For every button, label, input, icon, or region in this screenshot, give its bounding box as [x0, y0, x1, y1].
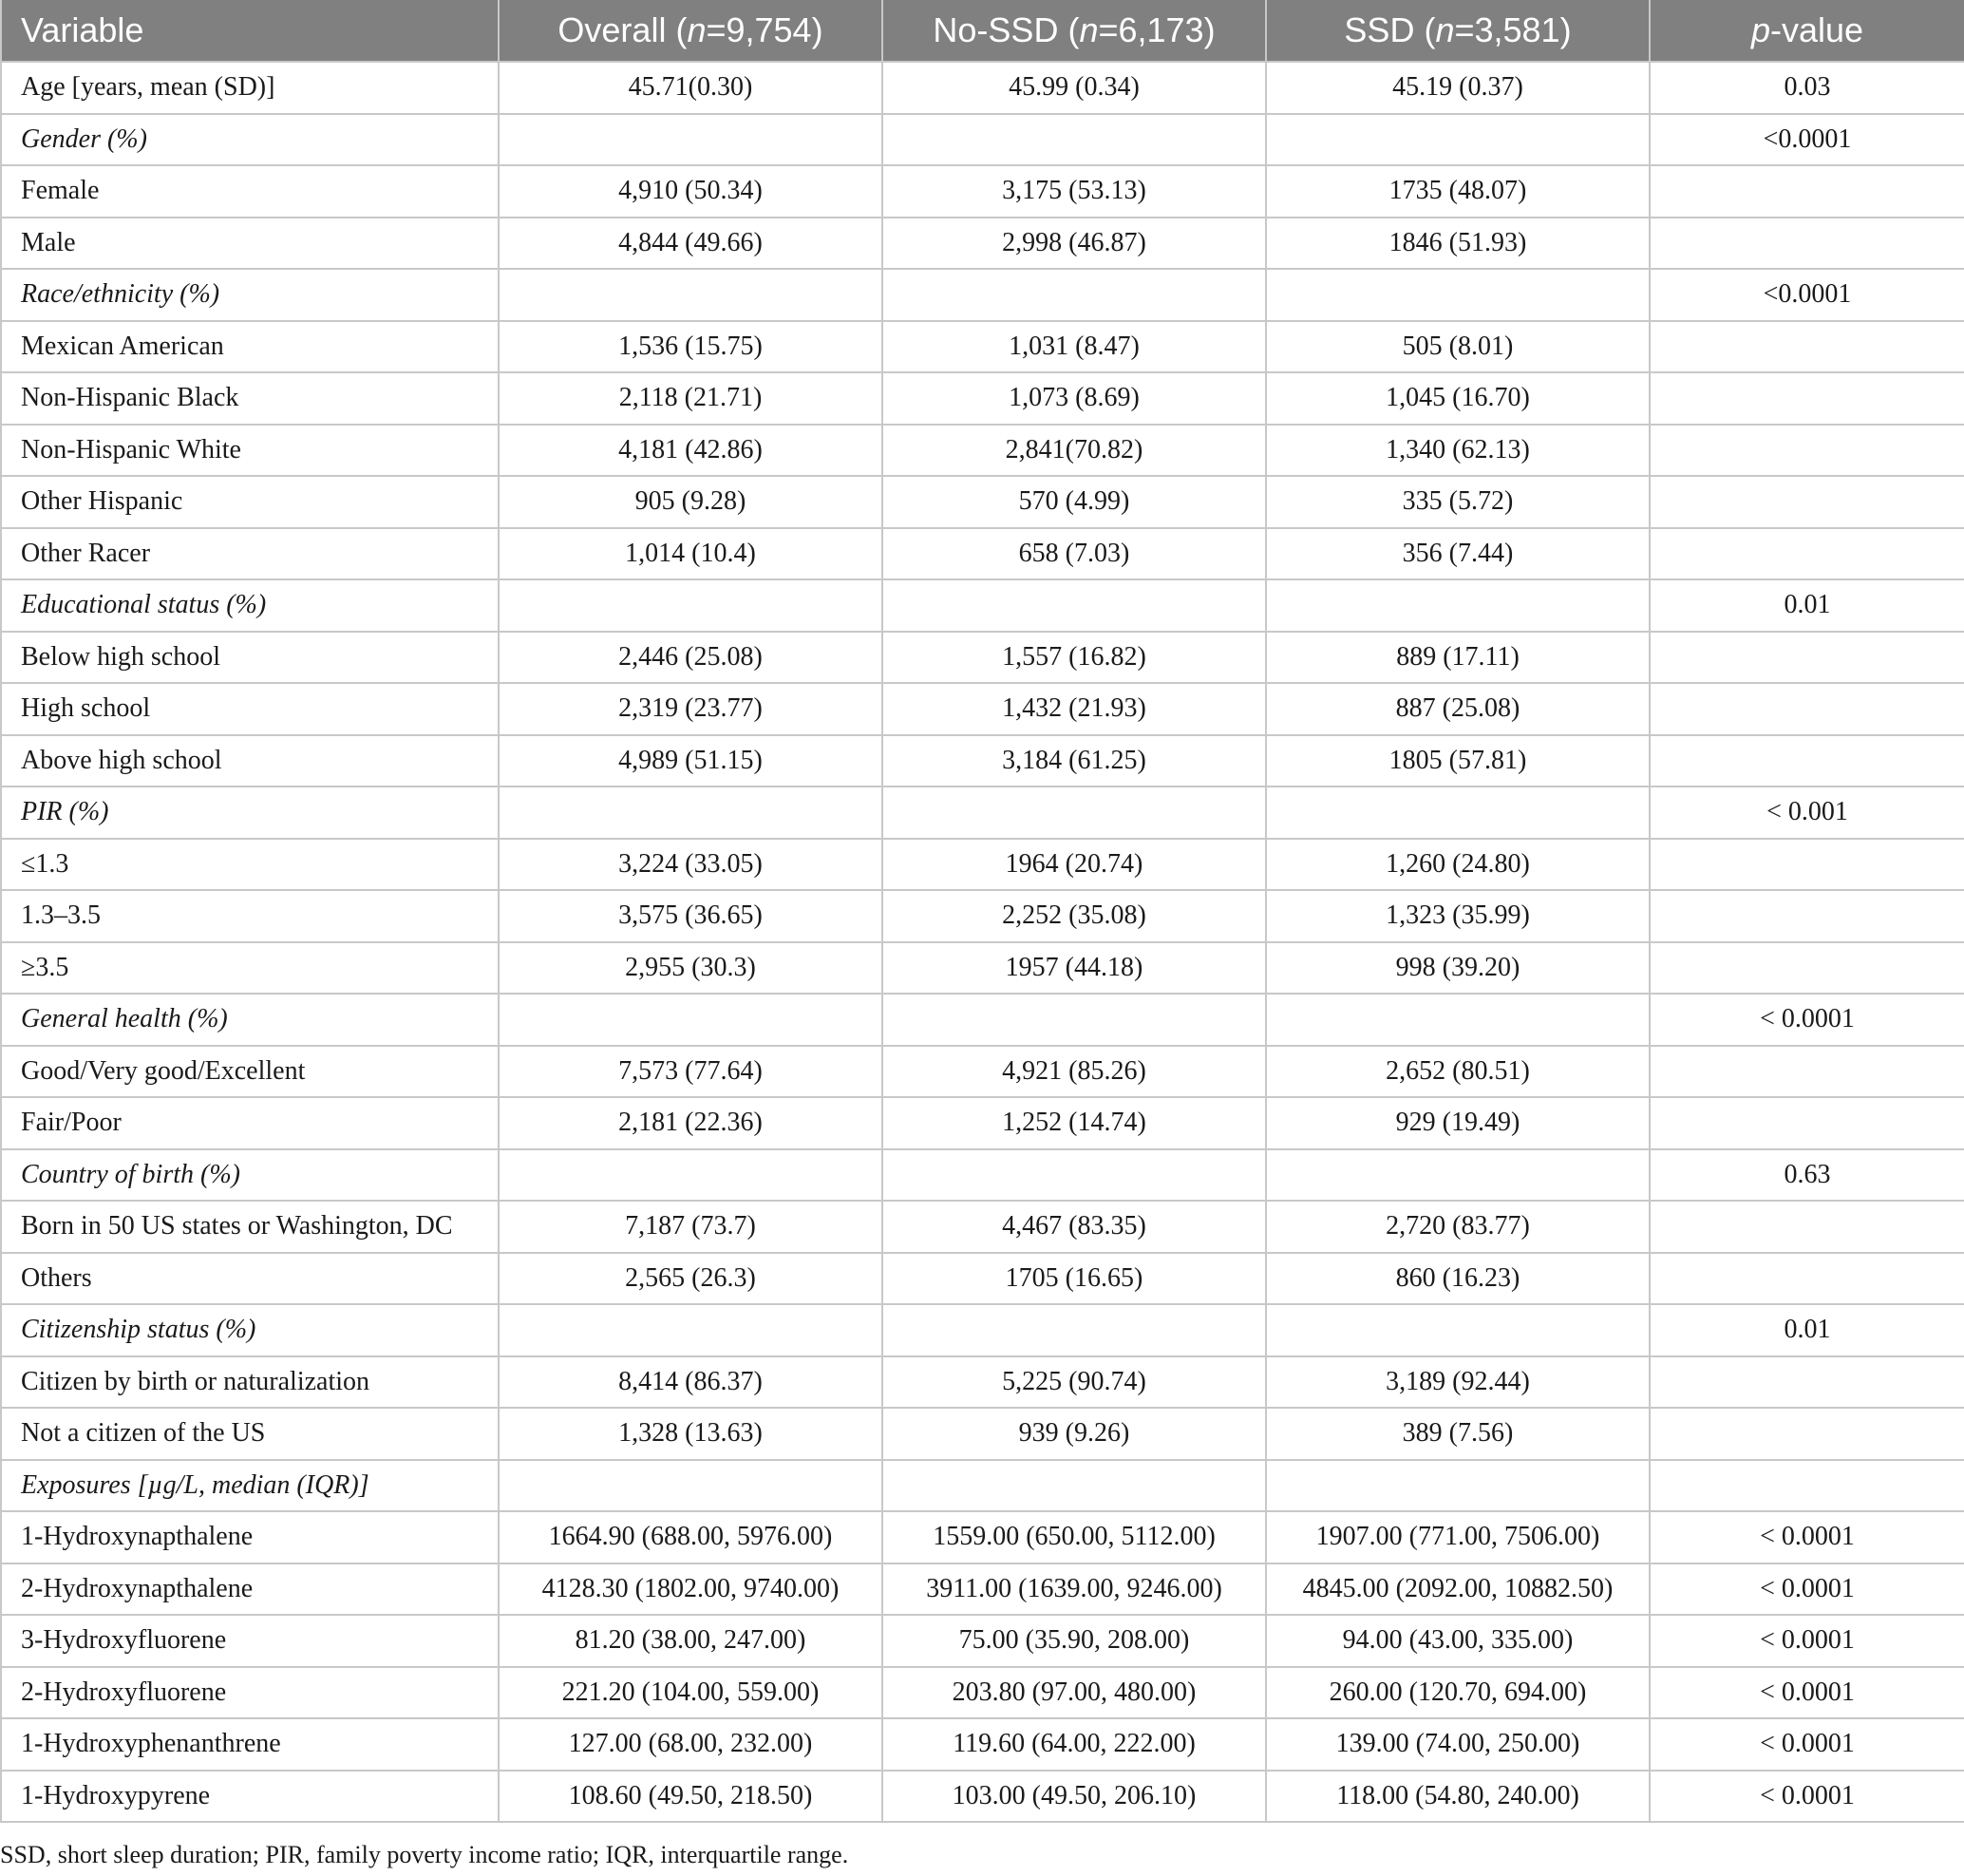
cell-no-ssd: 1,031 (8.47) [882, 321, 1266, 373]
cell-p-value [1650, 321, 1964, 373]
cell-ssd: 1,323 (35.99) [1266, 890, 1650, 942]
cell-p-value: < 0.0001 [1650, 1563, 1964, 1616]
cell-p-value [1650, 1460, 1964, 1512]
table-row [1, 1771, 1964, 1823]
table-row [1, 1097, 1964, 1149]
section-label: Exposures [µg/L, median (IQR)] [1, 1460, 499, 1512]
cell-ssd: 4845.00 (2092.00, 10882.50) [1266, 1563, 1650, 1616]
cell-ssd: 260.00 (120.70, 694.00) [1266, 1667, 1650, 1719]
cell-overall [499, 1149, 882, 1202]
cell-p-value [1650, 1253, 1964, 1305]
section-header-row [1, 1149, 1964, 1202]
cell-no-ssd: 1957 (44.18) [882, 942, 1266, 995]
column-header-p-value: p-value [1650, 0, 1964, 62]
cell-p-value [1650, 528, 1964, 580]
cell-ssd: 3,189 (92.44) [1266, 1356, 1650, 1409]
cell-p-value [1650, 839, 1964, 891]
cell-ssd: 389 (7.56) [1266, 1408, 1650, 1460]
cell-no-ssd: 1,073 (8.69) [882, 372, 1266, 425]
cell-overall: 221.20 (104.00, 559.00) [499, 1667, 882, 1719]
table-row [1, 735, 1964, 787]
cell-p-value [1650, 1408, 1964, 1460]
cell-no-ssd: 658 (7.03) [882, 528, 1266, 580]
row-label: Others [1, 1253, 499, 1305]
table-row [1, 1667, 1964, 1719]
cell-overall: 2,181 (22.36) [499, 1097, 882, 1149]
cell-ssd: 2,652 (80.51) [1266, 1046, 1650, 1098]
cell-no-ssd [882, 1149, 1266, 1202]
cell-overall: 2,118 (21.71) [499, 372, 882, 425]
cell-p-value: <0.0001 [1650, 114, 1964, 166]
column-header-ssd: SSD (n=3,581) [1266, 0, 1650, 62]
cell-no-ssd: 5,225 (90.74) [882, 1356, 1266, 1409]
row-label: Born in 50 US states or Washington, DC [1, 1201, 499, 1253]
row-label: Male [1, 218, 499, 270]
cell-overall: 2,319 (23.77) [499, 683, 882, 735]
cell-p-value: 0.63 [1650, 1149, 1964, 1202]
cell-overall [499, 1304, 882, 1356]
cell-overall: 1664.90 (688.00, 5976.00) [499, 1511, 882, 1563]
section-label: Educational status (%) [1, 579, 499, 632]
cell-ssd [1266, 579, 1650, 632]
cell-no-ssd: 1,557 (16.82) [882, 632, 1266, 684]
section-label: PIR (%) [1, 786, 499, 839]
table-row [1, 890, 1964, 942]
cell-p-value [1650, 476, 1964, 528]
cell-no-ssd: 45.99 (0.34) [882, 62, 1266, 114]
cell-p-value: < 0.001 [1650, 786, 1964, 839]
table-row [1, 942, 1964, 995]
cell-overall [499, 579, 882, 632]
cell-overall: 2,446 (25.08) [499, 632, 882, 684]
cell-overall: 2,565 (26.3) [499, 1253, 882, 1305]
row-label: Female [1, 165, 499, 218]
cell-overall: 4128.30 (1802.00, 9740.00) [499, 1563, 882, 1616]
cell-p-value [1650, 683, 1964, 735]
cell-ssd: 1805 (57.81) [1266, 735, 1650, 787]
cell-overall: 8,414 (86.37) [499, 1356, 882, 1409]
cell-no-ssd: 4,467 (83.35) [882, 1201, 1266, 1253]
section-header-row [1, 579, 1964, 632]
cell-overall [499, 786, 882, 839]
cell-ssd [1266, 1149, 1650, 1202]
cell-p-value: < 0.0001 [1650, 1771, 1964, 1823]
cell-no-ssd: 3,175 (53.13) [882, 165, 1266, 218]
cell-ssd: 2,720 (83.77) [1266, 1201, 1650, 1253]
cell-no-ssd: 2,841(70.82) [882, 425, 1266, 477]
cell-no-ssd [882, 994, 1266, 1046]
row-label: Above high school [1, 735, 499, 787]
column-header-overall: Overall (n=9,754) [499, 0, 882, 62]
table-row [1, 321, 1964, 373]
cell-no-ssd: 2,252 (35.08) [882, 890, 1266, 942]
cell-ssd [1266, 1460, 1650, 1512]
cell-no-ssd: 1964 (20.74) [882, 839, 1266, 891]
cell-no-ssd: 75.00 (35.90, 208.00) [882, 1615, 1266, 1667]
section-label: Race/ethnicity (%) [1, 269, 499, 321]
cell-ssd: 1846 (51.93) [1266, 218, 1650, 270]
cell-no-ssd: 1,432 (21.93) [882, 683, 1266, 735]
cell-ssd [1266, 269, 1650, 321]
cell-ssd [1266, 786, 1650, 839]
cell-overall: 3,575 (36.65) [499, 890, 882, 942]
cell-no-ssd: 2,998 (46.87) [882, 218, 1266, 270]
cell-ssd: 1735 (48.07) [1266, 165, 1650, 218]
cell-overall: 45.71(0.30) [499, 62, 882, 114]
section-header-row [1, 114, 1964, 166]
cell-overall: 1,536 (15.75) [499, 321, 882, 373]
cell-overall: 81.20 (38.00, 247.00) [499, 1615, 882, 1667]
section-label: General health (%) [1, 994, 499, 1046]
cell-p-value [1650, 1046, 1964, 1098]
cell-ssd: 860 (16.23) [1266, 1253, 1650, 1305]
cell-overall: 1,014 (10.4) [499, 528, 882, 580]
cell-ssd: 505 (8.01) [1266, 321, 1650, 373]
table-row [1, 528, 1964, 580]
cell-ssd [1266, 1304, 1650, 1356]
cell-no-ssd: 1,252 (14.74) [882, 1097, 1266, 1149]
cell-p-value: < 0.0001 [1650, 1511, 1964, 1563]
cell-ssd: 1907.00 (771.00, 7506.00) [1266, 1511, 1650, 1563]
column-header-variable: Variable [1, 0, 499, 62]
row-label: Citizen by birth or naturalization [1, 1356, 499, 1409]
cell-no-ssd: 103.00 (49.50, 206.10) [882, 1771, 1266, 1823]
table-row [1, 165, 1964, 218]
cell-ssd: 335 (5.72) [1266, 476, 1650, 528]
table-row [1, 1615, 1964, 1667]
cell-p-value [1650, 218, 1964, 270]
row-label: Other Hispanic [1, 476, 499, 528]
cell-no-ssd [882, 114, 1266, 166]
table-row [1, 1511, 1964, 1563]
table-row [1, 1563, 1964, 1616]
cell-ssd: 118.00 (54.80, 240.00) [1266, 1771, 1650, 1823]
table-row [1, 372, 1964, 425]
section-header-row [1, 994, 1964, 1046]
cell-overall: 4,844 (49.66) [499, 218, 882, 270]
cell-p-value [1650, 372, 1964, 425]
table-row [1, 839, 1964, 891]
cell-ssd: 929 (19.49) [1266, 1097, 1650, 1149]
cell-ssd: 1,340 (62.13) [1266, 425, 1650, 477]
row-label: ≤1.3 [1, 839, 499, 891]
section-header-row [1, 1460, 1964, 1512]
row-label: Not a citizen of the US [1, 1408, 499, 1460]
cell-ssd [1266, 114, 1650, 166]
table-row [1, 476, 1964, 528]
cell-no-ssd [882, 1304, 1266, 1356]
row-label: 3-Hydroxyfluorene [1, 1615, 499, 1667]
cell-overall: 1,328 (13.63) [499, 1408, 882, 1460]
cell-ssd: 1,260 (24.80) [1266, 839, 1650, 891]
cell-ssd: 1,045 (16.70) [1266, 372, 1650, 425]
cell-overall: 3,224 (33.05) [499, 839, 882, 891]
row-label: ≥3.5 [1, 942, 499, 995]
section-header-row [1, 1304, 1964, 1356]
cell-p-value [1650, 890, 1964, 942]
row-label: Age [years, mean (SD)] [1, 62, 499, 114]
table-header-row [1, 0, 1964, 62]
cell-p-value: < 0.0001 [1650, 994, 1964, 1046]
cell-no-ssd: 203.80 (97.00, 480.00) [882, 1667, 1266, 1719]
row-label: 2-Hydroxynapthalene [1, 1563, 499, 1616]
cell-ssd: 887 (25.08) [1266, 683, 1650, 735]
row-label: Non-Hispanic White [1, 425, 499, 477]
row-label: Good/Very good/Excellent [1, 1046, 499, 1098]
row-label: Mexican American [1, 321, 499, 373]
cell-no-ssd: 939 (9.26) [882, 1408, 1266, 1460]
cell-ssd: 889 (17.11) [1266, 632, 1650, 684]
table-row [1, 1408, 1964, 1460]
row-label: Below high school [1, 632, 499, 684]
cell-no-ssd: 3911.00 (1639.00, 9246.00) [882, 1563, 1266, 1616]
cell-ssd: 45.19 (0.37) [1266, 62, 1650, 114]
cell-p-value: 0.01 [1650, 579, 1964, 632]
cell-overall: 905 (9.28) [499, 476, 882, 528]
cell-no-ssd: 570 (4.99) [882, 476, 1266, 528]
cell-overall [499, 994, 882, 1046]
cell-ssd [1266, 994, 1650, 1046]
row-label: Non-Hispanic Black [1, 372, 499, 425]
cell-no-ssd: 119.60 (64.00, 222.00) [882, 1718, 1266, 1771]
table-row [1, 425, 1964, 477]
cell-ssd: 94.00 (43.00, 335.00) [1266, 1615, 1650, 1667]
section-label: Country of birth (%) [1, 1149, 499, 1202]
cell-no-ssd: 1705 (16.65) [882, 1253, 1266, 1305]
cell-no-ssd [882, 579, 1266, 632]
table-footnote: SSD, short sleep duration; PIR, family poverty income ratio; IQR, interquartile range. [0, 1841, 849, 1868]
cell-p-value: 0.01 [1650, 1304, 1964, 1356]
cell-p-value [1650, 425, 1964, 477]
cell-p-value: < 0.0001 [1650, 1667, 1964, 1719]
row-label: 1-Hydroxynapthalene [1, 1511, 499, 1563]
cell-overall: 7,573 (77.64) [499, 1046, 882, 1098]
row-label: 1-Hydroxypyrene [1, 1771, 499, 1823]
table-row [1, 218, 1964, 270]
cell-overall: 108.60 (49.50, 218.50) [499, 1771, 882, 1823]
cell-ssd: 356 (7.44) [1266, 528, 1650, 580]
section-label: Citizenship status (%) [1, 1304, 499, 1356]
cell-no-ssd [882, 786, 1266, 839]
cell-ssd: 998 (39.20) [1266, 942, 1650, 995]
table-row [1, 1253, 1964, 1305]
cell-overall: 4,910 (50.34) [499, 165, 882, 218]
cell-p-value [1650, 1356, 1964, 1409]
cell-p-value [1650, 632, 1964, 684]
cell-overall [499, 269, 882, 321]
row-label: Other Racer [1, 528, 499, 580]
cell-no-ssd: 3,184 (61.25) [882, 735, 1266, 787]
section-header-row [1, 269, 1964, 321]
cell-overall: 4,181 (42.86) [499, 425, 882, 477]
section-header-row [1, 786, 1964, 839]
cell-overall: 127.00 (68.00, 232.00) [499, 1718, 882, 1771]
cell-p-value: 0.03 [1650, 62, 1964, 114]
row-label: 2-Hydroxyfluorene [1, 1667, 499, 1719]
table-row [1, 1356, 1964, 1409]
row-label: Fair/Poor [1, 1097, 499, 1149]
cell-p-value [1650, 942, 1964, 995]
column-header-no-ssd: No-SSD (n=6,173) [882, 0, 1266, 62]
cell-overall: 7,187 (73.7) [499, 1201, 882, 1253]
cell-no-ssd [882, 1460, 1266, 1512]
cell-ssd: 139.00 (74.00, 250.00) [1266, 1718, 1650, 1771]
cell-p-value [1650, 735, 1964, 787]
table-row [1, 1718, 1964, 1771]
cell-no-ssd [882, 269, 1266, 321]
table-row [1, 1046, 1964, 1098]
cell-p-value: < 0.0001 [1650, 1615, 1964, 1667]
cell-overall [499, 114, 882, 166]
cell-p-value [1650, 1201, 1964, 1253]
table-body [1, 62, 1964, 1822]
cell-no-ssd: 1559.00 (650.00, 5112.00) [882, 1511, 1266, 1563]
cell-p-value [1650, 1097, 1964, 1149]
table-row [1, 683, 1964, 735]
cell-overall: 2,955 (30.3) [499, 942, 882, 995]
cell-no-ssd: 4,921 (85.26) [882, 1046, 1266, 1098]
cell-overall [499, 1460, 882, 1512]
cell-p-value [1650, 165, 1964, 218]
row-label: 1-Hydroxyphenanthrene [1, 1718, 499, 1771]
row-label: 1.3–3.5 [1, 890, 499, 942]
cell-overall: 4,989 (51.15) [499, 735, 882, 787]
table-row [1, 62, 1964, 114]
row-label: High school [1, 683, 499, 735]
section-label: Gender (%) [1, 114, 499, 166]
table-row [1, 632, 1964, 684]
cell-p-value: <0.0001 [1650, 269, 1964, 321]
cell-p-value: < 0.0001 [1650, 1718, 1964, 1771]
table-row [1, 1201, 1964, 1253]
